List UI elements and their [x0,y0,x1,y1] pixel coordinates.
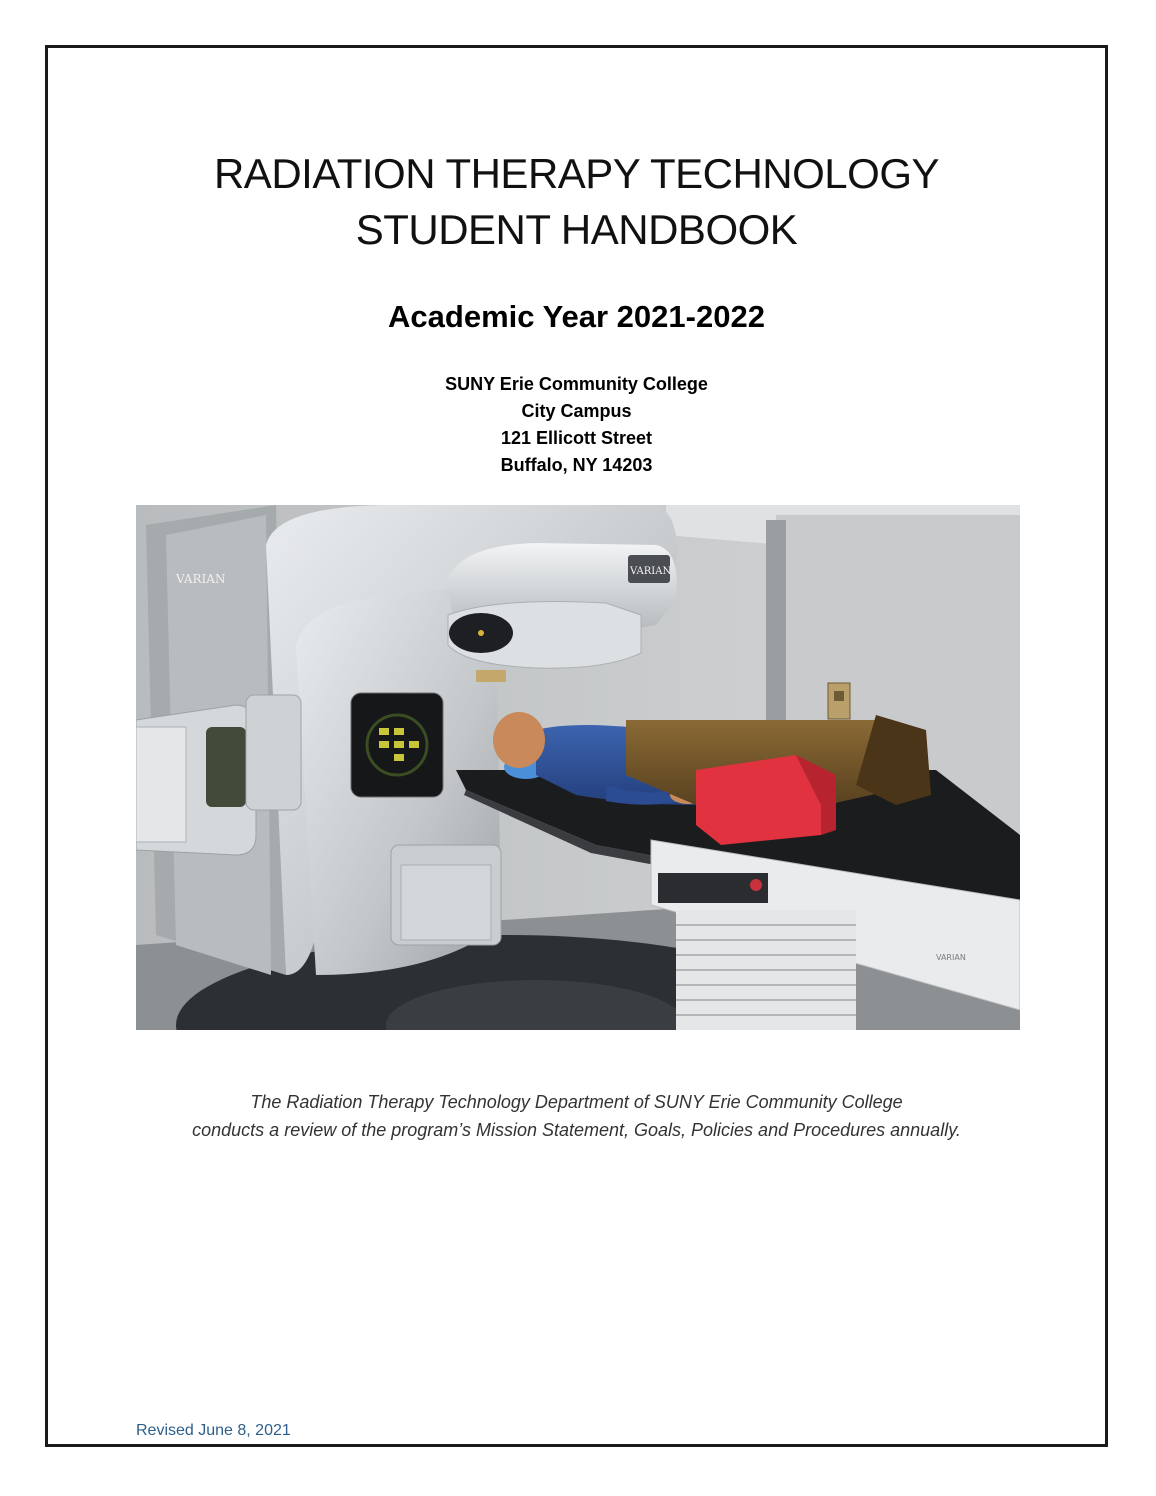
patient-head [493,712,545,768]
street-address: 121 Ellicott Street [500,428,653,448]
couch-logo: VARIAN [936,953,966,962]
academic-year-heading: Academic Year 2021-2022 [388,299,765,334]
imager-key [394,728,404,735]
revision-date: Revised June 8, 2021 [136,1422,291,1439]
caption-line-1: The Radiation Therapy Technology Department of SUNY Erie Community College [250,1092,903,1112]
emergency-stop-icon [750,879,762,891]
imager-key [379,728,389,735]
title-line-2: STUDENT HANDBOOK [355,206,798,253]
kv-handle [206,727,246,807]
kv-grille [136,727,186,842]
caption-line-2: conducts a review of the program’s Mission Statement, Goals, Policies and Procedures annually. [192,1120,961,1140]
head-logo: VARIAN [630,566,672,577]
collimator-light [476,670,506,682]
institution-address [48,371,1105,479]
crosshair [478,630,484,636]
stand-logo: VARIAN [176,572,226,586]
review-statement [48,1088,1105,1144]
gantry-access-cover [401,865,491,940]
college-name: SUNY Erie Community College [445,374,708,394]
handbook-cover-page [45,45,1108,1447]
imager-key [409,741,419,748]
title-line-1: RADIATION THERAPY TECHNOLOGY [213,150,940,197]
imager-key [394,754,404,761]
linear-accelerator-illustration [136,505,1020,1030]
wall-switch-button [834,691,844,701]
campus-name: City Campus [521,401,632,421]
imager-key [394,741,404,748]
imager-key [379,741,389,748]
document-title [48,146,1105,258]
kv-arm [246,695,301,810]
knee-cushion [696,755,821,845]
city-state-zip: Buffalo, NY 14203 [500,455,653,475]
